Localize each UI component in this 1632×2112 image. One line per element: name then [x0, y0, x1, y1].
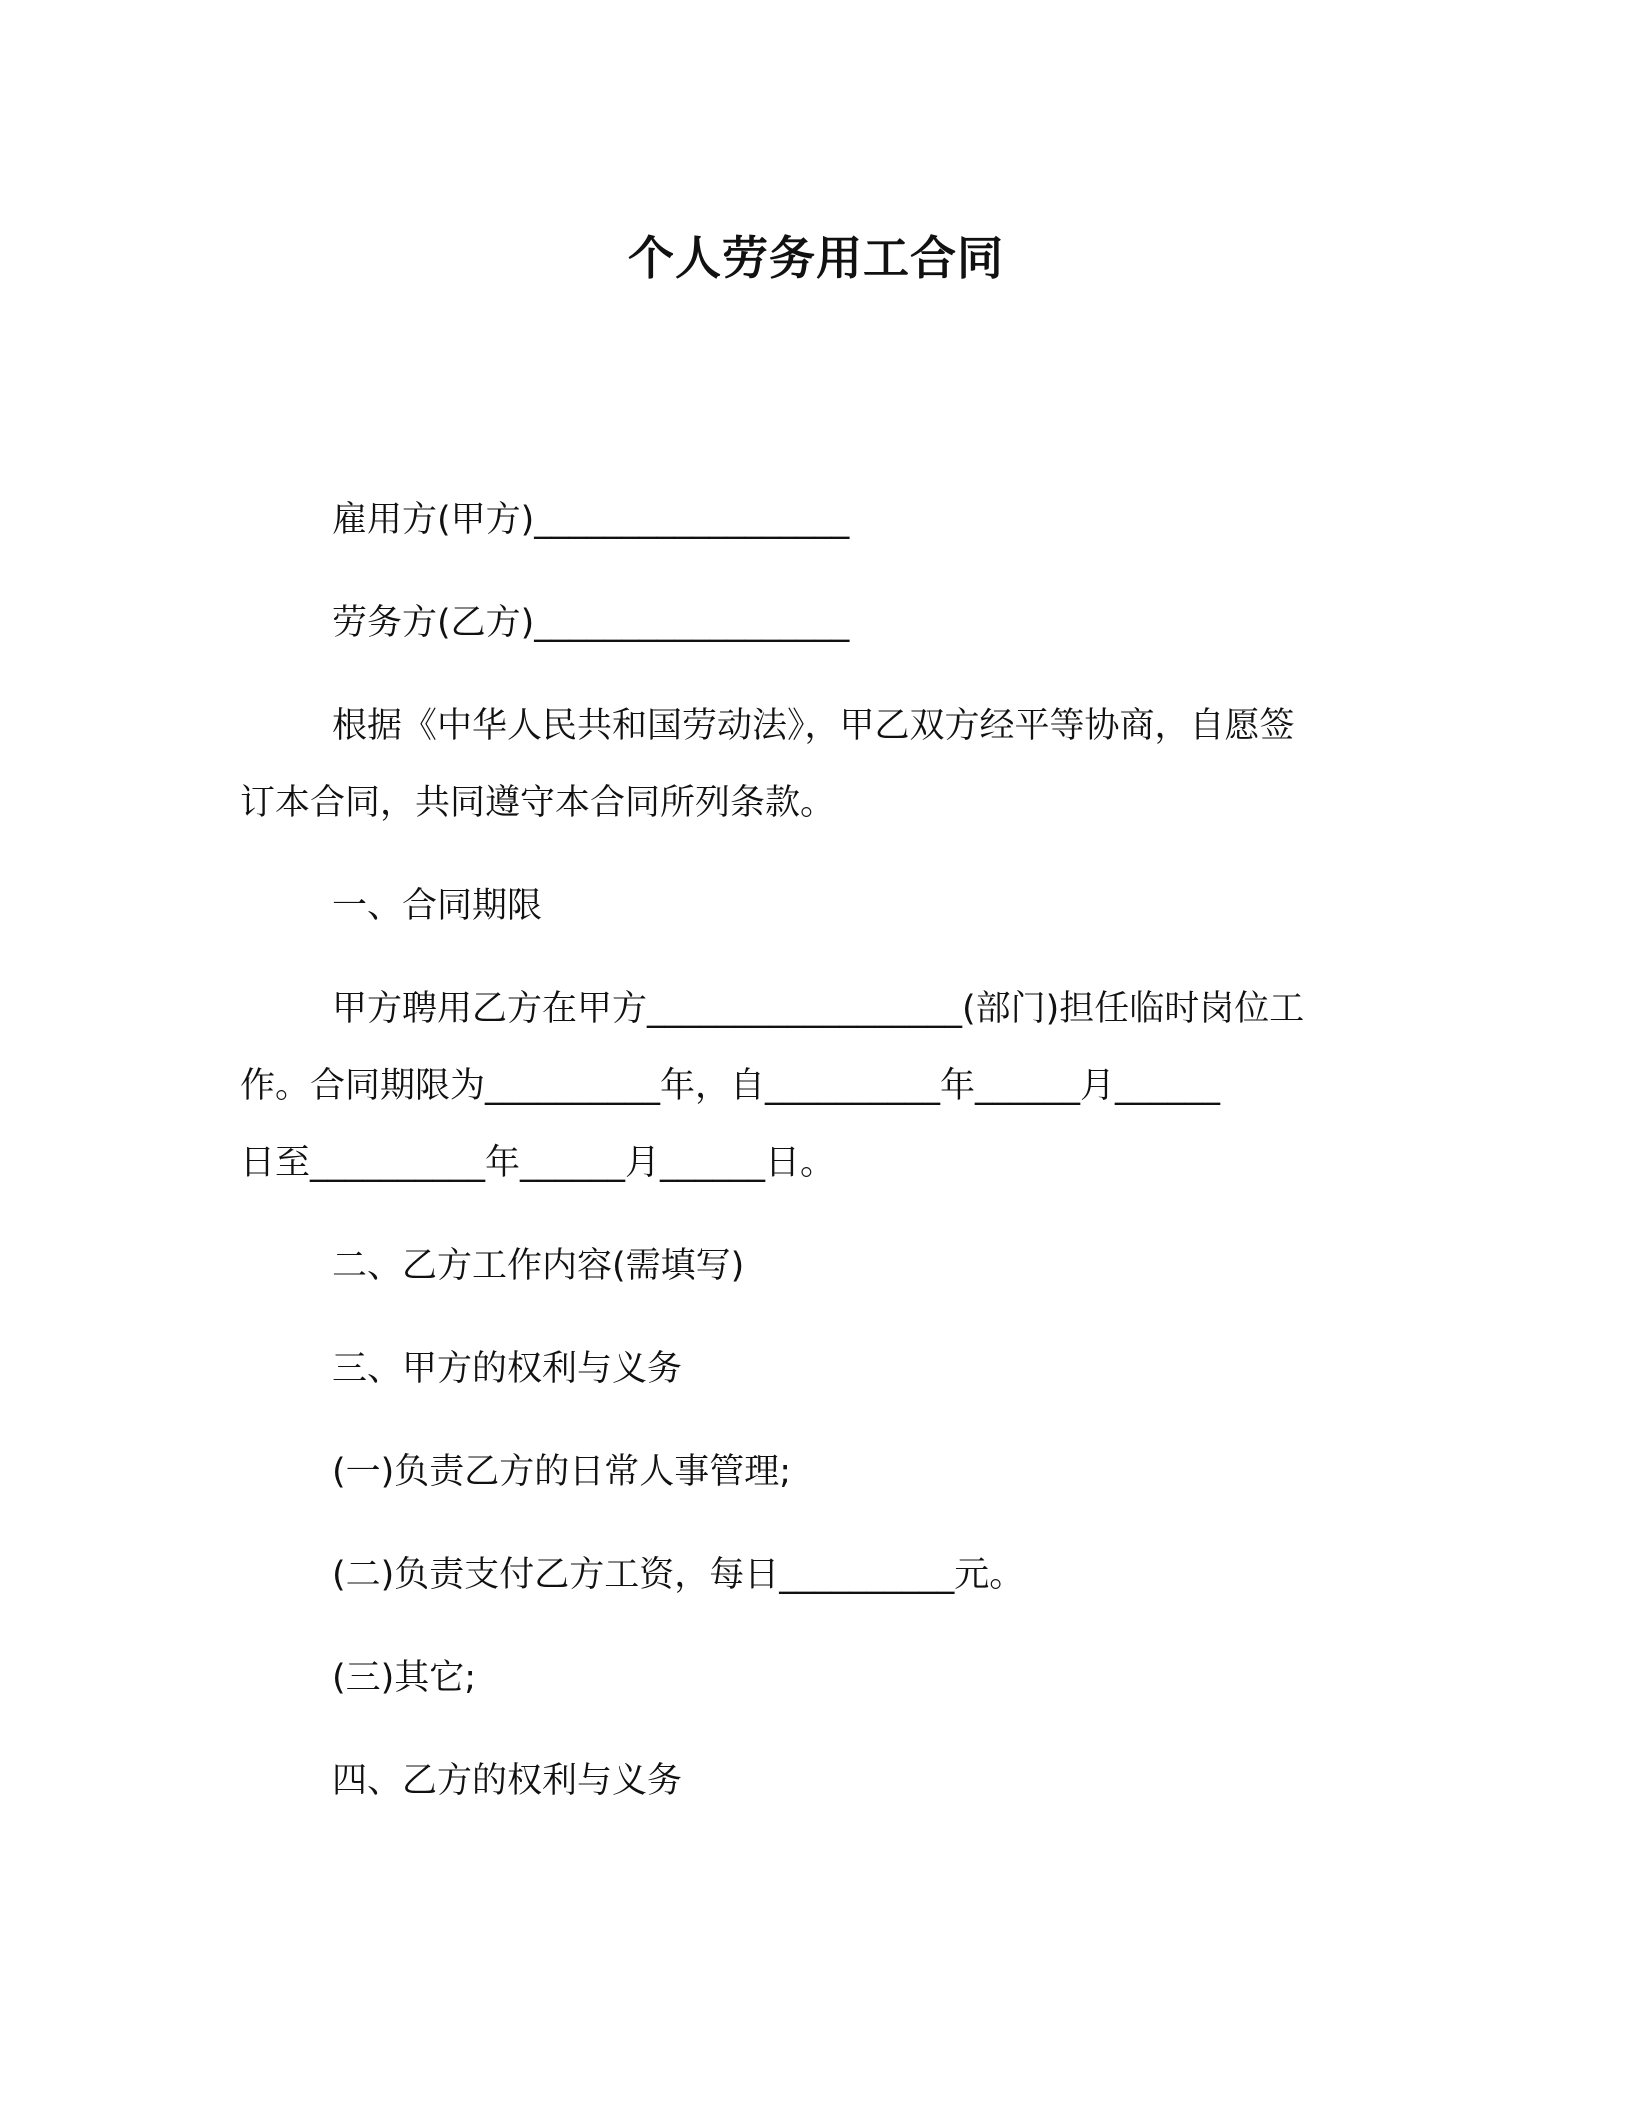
section-1-para-line-3: 日至__________年______月______日。: [240, 1143, 836, 1183]
employer-line: 雇用方(甲方)__________________: [332, 500, 850, 540]
worker-line: 劳务方(乙方)__________________: [332, 603, 850, 643]
section-3-item-1: (一)负责乙方的日常人事管理;: [332, 1452, 792, 1492]
section-3-heading: 三、甲方的权利与义务: [332, 1349, 683, 1389]
section-3-item-3: (三)其它;: [332, 1658, 477, 1698]
section-3-item-2: (二)负责支付乙方工资，每日__________元。: [332, 1555, 1025, 1595]
section-1-para-line-1: 甲方聘用乙方在甲方__________________(部门)担任临时岗位工: [332, 989, 1305, 1029]
section-1-heading: 一、合同期限: [332, 886, 543, 926]
section-1-para-line-2: 作。合同期限为__________年，自__________年______月______: [240, 1066, 1221, 1106]
section-2-heading: 二、乙方工作内容(需填写): [332, 1246, 745, 1286]
preamble-line-2: 订本合同，共同遵守本合同所列条款。: [240, 783, 836, 823]
preamble-line-1: 根据《中华人民共和国劳动法》，甲乙双方经平等协商，自愿签: [332, 706, 1295, 746]
document-title: 个人劳务用工合同: [628, 231, 1004, 285]
section-4-heading: 四、乙方的权利与义务: [332, 1761, 683, 1801]
